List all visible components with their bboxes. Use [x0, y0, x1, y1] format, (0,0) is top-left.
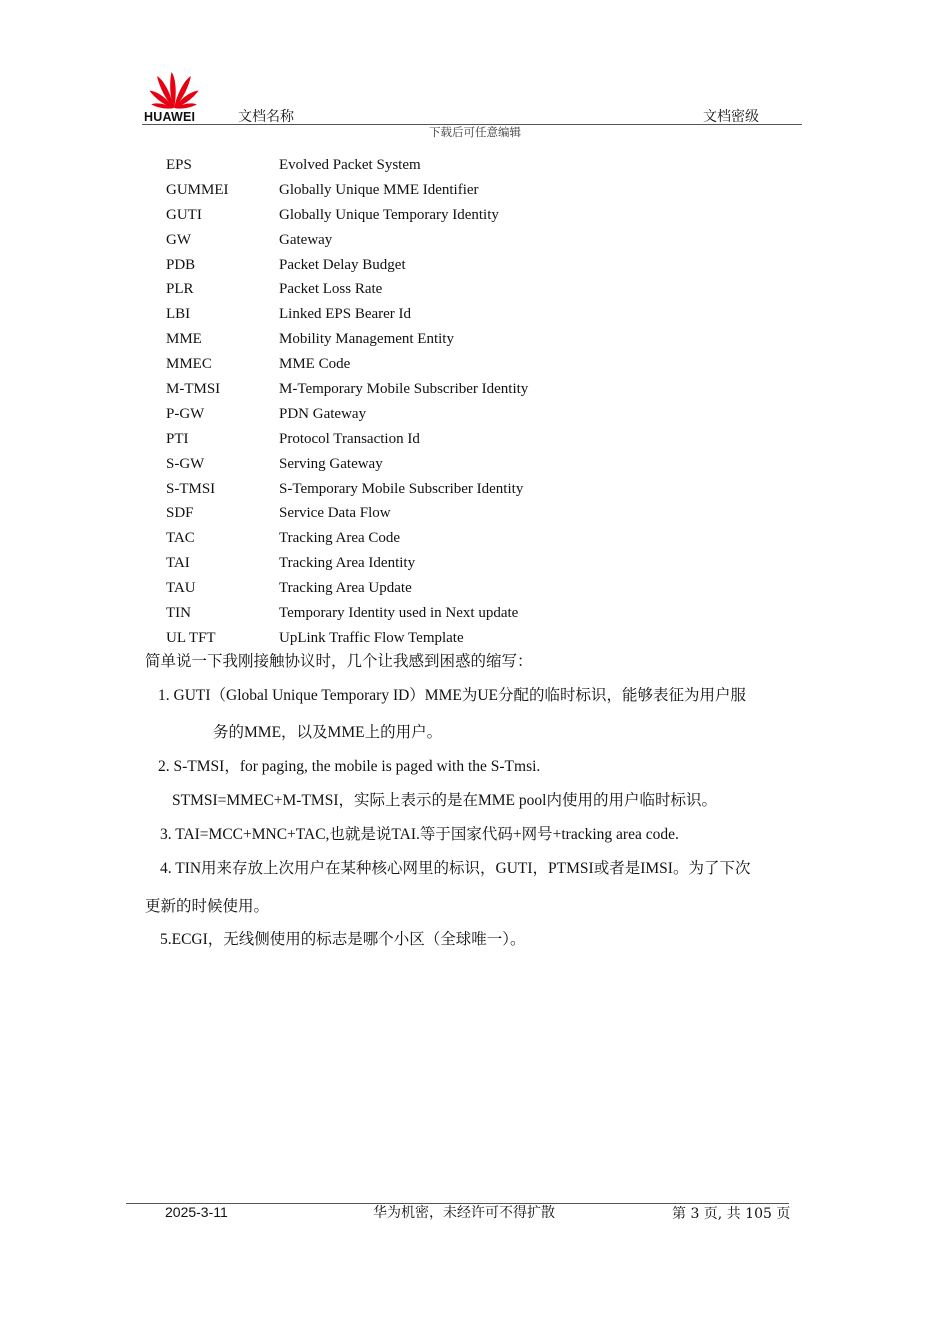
abbreviation-row: [166, 327, 806, 352]
abbreviation-row: [166, 551, 806, 576]
abbreviation-term: S-GW: [166, 455, 205, 472]
abbreviation-definition: Globally Unique Temporary Identity: [279, 206, 499, 223]
abbreviation-definition: Packet Loss Rate: [279, 281, 383, 298]
abbreviation-term: S-TMSI: [166, 480, 216, 497]
abbreviation-row: [166, 302, 806, 327]
abbreviation-term: MMEC: [166, 356, 212, 373]
abbreviation-row: [166, 203, 806, 228]
intro-paragraph: 简单说一下我刚接触协议时，几个让我感到困惑的缩写：: [145, 653, 533, 670]
abbreviation-definition: UpLink Traffic Flow Template: [279, 629, 464, 646]
abbreviation-row: [166, 477, 806, 502]
abbreviation-term: SDF: [166, 505, 194, 522]
abbreviation-term: EPS: [166, 157, 192, 173]
abbreviation-definition: Tracking Area Identity: [279, 555, 416, 572]
huawei-logo: [140, 66, 208, 124]
document-name: 文档名称: [238, 109, 294, 125]
list-item-5: 5.ECGI，无线侧使用的标志是哪个小区（全球唯一）。: [160, 931, 526, 948]
abbreviation-row: [166, 576, 806, 601]
abbreviation-term: PLR: [166, 281, 194, 298]
abbreviation-definition: Tracking Area Code: [279, 530, 401, 547]
list-item-2-line-1: 2. S-TMSI，for paging, the mobile is paged with the S-Tmsi.: [158, 758, 541, 775]
abbreviation-term: TAU: [166, 580, 196, 597]
abbreviation-term: LBI: [166, 306, 191, 323]
logo-text: HUAWEI: [144, 110, 196, 124]
abbreviation-row: [166, 153, 806, 178]
abbreviation-definition: Gateway: [279, 231, 333, 248]
abbreviation-definition: Globally Unique MME Identifier: [279, 181, 479, 198]
list-item-4-line-2: 更新的时候使用。: [145, 898, 270, 915]
abbreviation-term: GW: [166, 231, 191, 248]
abbreviation-row: [166, 501, 806, 526]
abbreviation-definition: Packet Delay Budget: [279, 256, 406, 273]
abbreviation-row: [166, 601, 806, 626]
abbreviation-row: [166, 253, 806, 278]
abbreviation-term: UL TFT: [166, 629, 216, 646]
abbreviation-row: [166, 452, 806, 477]
abbreviation-row: [166, 352, 806, 377]
abbreviation-row: [166, 178, 806, 203]
document-security-level: 文档密级: [703, 109, 759, 125]
abbreviation-definition: MME Code: [279, 356, 351, 373]
abbreviation-term: PDB: [166, 256, 196, 273]
abbreviation-term: TAC: [166, 530, 195, 547]
list-item-4-line-1: 4. TIN用来存放上次用户在某种核心网里的标识，GUTI，PTMSI或者是IMSI。为了下次: [160, 860, 751, 877]
abbreviation-term: PTI: [166, 430, 189, 447]
abbreviation-row: [166, 402, 806, 427]
abbreviation-term: TAI: [166, 555, 190, 572]
list-item-1-line-2: 务的MME，以及MME上的用户。: [213, 724, 443, 741]
abbreviation-definition: Protocol Transaction Id: [279, 430, 420, 447]
abbreviation-definition: Service Data Flow: [279, 505, 391, 522]
abbreviation-row: [166, 626, 806, 651]
list-item-1-line-1: 1. GUTI（Global Unique Temporary ID）MME为UE分配的临时标识，能够表征为用户服: [158, 687, 747, 704]
abbreviation-row: [166, 526, 806, 551]
abbreviation-definition: Evolved Packet System: [279, 157, 421, 173]
abbreviation-definition: S-Temporary Mobile Subscriber Identity: [279, 480, 524, 497]
huawei-petals-icon: [140, 66, 208, 110]
abbreviation-term: GUTI: [166, 206, 202, 223]
abbreviation-definition: Tracking Area Update: [279, 580, 412, 597]
abbreviation-definition: Serving Gateway: [279, 455, 383, 472]
footer-date: 2025-3-11: [165, 1204, 228, 1220]
abbreviation-term: GUMMEI: [166, 181, 229, 198]
abbreviation-term: P-GW: [166, 405, 205, 422]
abbreviation-definition: Mobility Management Entity: [279, 331, 454, 348]
list-item-3: 3. TAI=MCC+MNC+TAC,也就是说TAI.等于国家代码+网号+tracking area code.: [160, 826, 679, 843]
watermark-text: 下载后可任意编辑: [429, 125, 521, 139]
abbreviation-row: [166, 228, 806, 253]
abbreviation-row: [166, 377, 806, 402]
abbreviation-definition: Linked EPS Bearer Id: [279, 306, 412, 323]
abbreviation-term: MME: [166, 331, 202, 348]
abbreviation-term: M-TMSI: [166, 381, 221, 398]
abbreviation-list: [166, 153, 806, 651]
list-item-2-line-2: STMSI=MMEC+M-TMSI，实际上表示的是在MME pool内使用的用户临时标识。: [172, 792, 717, 809]
abbreviation-row: [166, 427, 806, 452]
footer-confidentiality-notice: 华为机密，未经许可不得扩散: [373, 1205, 555, 1221]
abbreviation-definition: Temporary Identity used in Next update: [279, 605, 519, 622]
abbreviation-row: [166, 277, 806, 302]
abbreviation-term: TIN: [166, 605, 191, 622]
footer-page-number: 第 3 页, 共 105 页: [672, 1206, 791, 1222]
abbreviation-definition: PDN Gateway: [279, 405, 367, 422]
abbreviation-definition: M-Temporary Mobile Subscriber Identity: [279, 381, 529, 398]
